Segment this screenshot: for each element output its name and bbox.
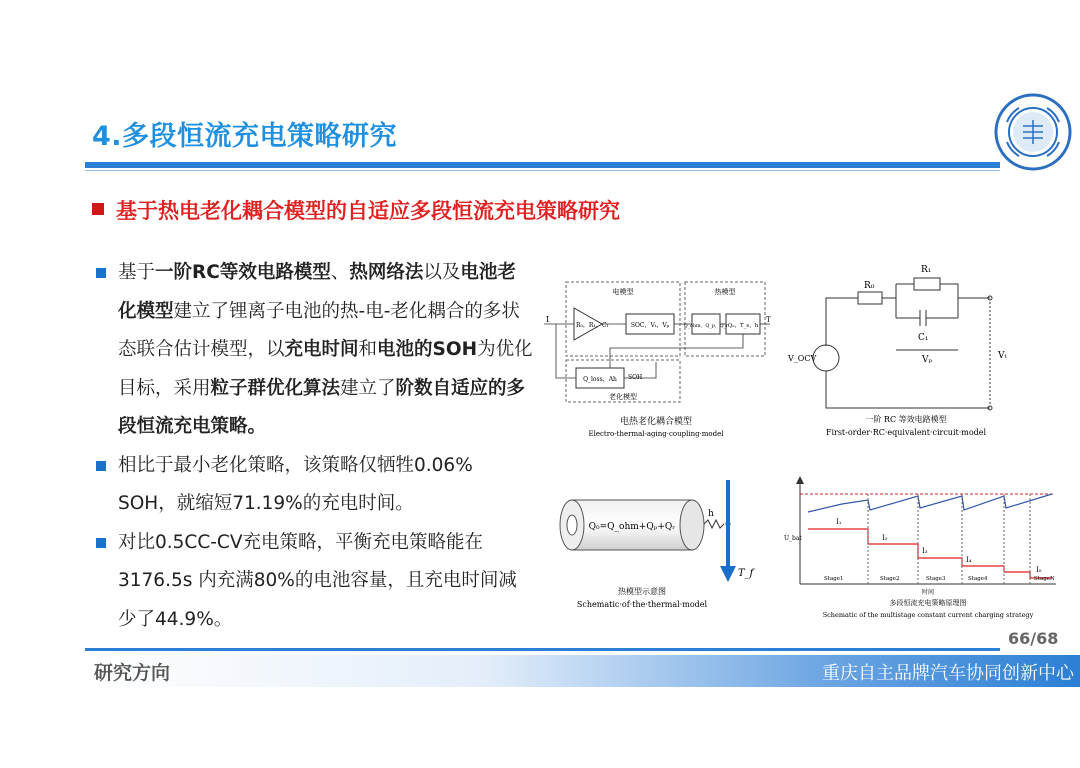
bullet-segment: 以及 bbox=[423, 262, 461, 283]
stage-label-3: Stage3 bbox=[926, 576, 946, 582]
current-label-2: I₂ bbox=[882, 534, 888, 542]
stage-label-4: Stage4 bbox=[968, 576, 988, 582]
bullet-text-1 bbox=[118, 262, 533, 437]
c1-label: C₁ bbox=[918, 333, 929, 343]
page-number: 66/68 bbox=[1008, 629, 1059, 648]
bullet-segment: 阶数自适应的多段恒流充电策略。 bbox=[118, 377, 526, 437]
rc-circuit-figure bbox=[786, 258, 1026, 440]
voltage-curve bbox=[808, 494, 1052, 512]
coupling-model-figure bbox=[540, 272, 772, 440]
thermal-caption-en: Schematic·of·the·thermal·model bbox=[576, 600, 708, 609]
bullet-segment: 电池的SOH bbox=[377, 339, 478, 360]
r0-label: R₀ bbox=[864, 281, 875, 291]
current-label-1: I₁ bbox=[836, 518, 842, 526]
current-staircase bbox=[808, 529, 1052, 578]
resistor-icon bbox=[704, 520, 724, 528]
multistage-caption-cn: 多段恒流充电策略原理图 bbox=[889, 599, 967, 607]
vp-label: Vₚ bbox=[922, 355, 933, 365]
slide-title: 4.多段恒流充电策略研究 bbox=[92, 121, 398, 152]
thermal-caption-cn: 热模型示意图 bbox=[618, 587, 666, 596]
title-divider bbox=[85, 162, 1000, 168]
circuit-caption-en: First-order·RC·equivalent·circuit·model bbox=[825, 428, 987, 437]
down-arrow-icon bbox=[720, 566, 736, 582]
bullet-segment: 粒子群优化算法 bbox=[210, 377, 341, 399]
bullet-segment: 和 bbox=[358, 339, 378, 360]
bullet-segment: 一阶RC等效电路模型 bbox=[155, 262, 331, 283]
university-logo bbox=[993, 92, 1073, 172]
thermal-model-label: 热模型 bbox=[714, 288, 736, 296]
bullet-segment: 、 bbox=[330, 262, 350, 283]
section-heading bbox=[92, 195, 620, 225]
title-divider-thin bbox=[85, 170, 1000, 171]
bullet-segment: 充电时间 bbox=[284, 339, 359, 360]
bullet-segment: 建立了锂离子电池的热-电-老化耦合的多状态联合估计模型，以 bbox=[118, 300, 520, 360]
current-label-3: I₃ bbox=[922, 547, 928, 555]
footer-section-label: 研究方向 bbox=[94, 662, 171, 684]
section-heading-text: 基于热电老化耦合模型的自适应多段恒流充电策略研究 bbox=[116, 199, 620, 223]
bullet-segment: 建立了 bbox=[340, 377, 396, 399]
vocv-label: V_OCV bbox=[788, 354, 817, 363]
current-label-4: I₄ bbox=[966, 556, 972, 564]
soc-block-label: SOC，Vₜ，Vₚ bbox=[630, 322, 670, 329]
multistage-caption-en: Schematic of the multistage constant current charging strategy bbox=[822, 611, 1034, 619]
square-bullet-icon bbox=[92, 203, 104, 215]
multistage-figure bbox=[782, 474, 1066, 622]
heat-block-label: Q_ohm，Q_p，Q_r bbox=[683, 324, 729, 329]
temp-block-label: Q₀，T_s，h bbox=[727, 323, 759, 329]
y-axis-label: U_bat bbox=[784, 535, 802, 542]
bullet-segment: 热网络法 bbox=[349, 262, 424, 283]
square-bullet-icon bbox=[96, 268, 106, 278]
h-label: h bbox=[708, 509, 714, 519]
bullet-text-3 bbox=[118, 532, 517, 630]
circuit-caption-cn: 一阶 RC 等效电路模型 bbox=[865, 415, 947, 424]
aging-block-label: Q_loss，Ah bbox=[583, 376, 617, 383]
bullet-list bbox=[94, 254, 534, 639]
aging-model-label: 老化模型 bbox=[609, 393, 637, 401]
footer-divider bbox=[85, 648, 1000, 651]
bullet-text-2 bbox=[118, 455, 473, 515]
coupling-caption-cn: 电热老化耦合模型 bbox=[619, 417, 693, 427]
r1-label: R₁ bbox=[921, 265, 932, 275]
bullet-segment: 相比于最小老化策略，该策略仅牺牲0.06% SOH，就缩短71.19%的充电时间。 bbox=[118, 454, 473, 514]
bullet-item bbox=[94, 524, 534, 640]
square-bullet-icon bbox=[96, 538, 106, 548]
soh-label: SOH bbox=[628, 374, 643, 381]
bullet-segment: 为优化目标，采用 bbox=[118, 339, 533, 399]
vt-label: Vₜ bbox=[998, 351, 1007, 361]
stage-label-n: StageN bbox=[1034, 576, 1055, 582]
square-bullet-icon bbox=[96, 461, 106, 471]
bullet-segment: 基于 bbox=[118, 262, 156, 283]
electrical-model-label: 电模型 bbox=[612, 288, 634, 296]
input-current-label: I bbox=[546, 315, 550, 324]
y-axis-arrow-icon bbox=[796, 476, 804, 484]
coupling-caption-en: Electro-thermal-aging·coupling·model bbox=[588, 430, 724, 438]
rc-block-label: R₀，R₁，C₁ bbox=[576, 322, 609, 329]
x-axis-label: 时间 bbox=[921, 589, 935, 596]
thermal-model-figure bbox=[556, 478, 756, 612]
current-label-5: I₅ bbox=[1036, 566, 1042, 574]
footer-organization: 重庆自主品牌汽车协同创新中心 bbox=[822, 663, 1074, 684]
heat-equation: Q₀=Q_ohm+Qₚ+Qᵣ bbox=[588, 522, 676, 532]
bullet-item bbox=[94, 254, 534, 447]
bullet-segment: 电池老化模型 bbox=[118, 262, 516, 322]
tf-label: T_f bbox=[738, 568, 754, 579]
stage-label-2: Stage2 bbox=[880, 576, 900, 582]
stage-label-1: Stage1 bbox=[824, 576, 844, 582]
output-temp-label: T bbox=[766, 316, 771, 324]
bullet-item bbox=[94, 447, 534, 524]
bullet-segment: 对比0.5CC-CV充电策略，平衡充电策略能在3176.5s 内充满80%的电池容量，且充电时间减少了44.9%。 bbox=[118, 531, 517, 630]
